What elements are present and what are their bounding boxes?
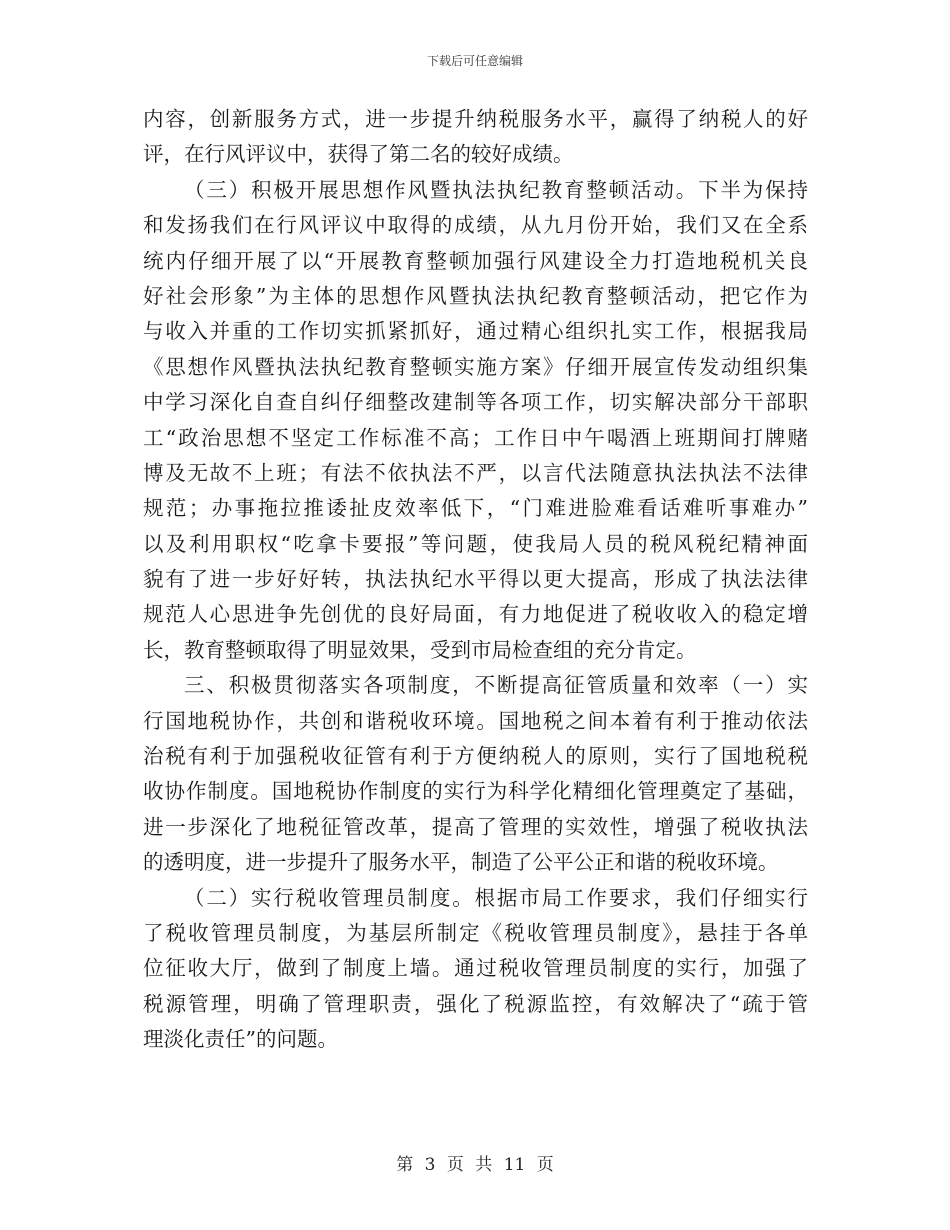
text-line: 工“政治思想不坚定工作标准不高；工作日中午喝酒上班期间打牌赌	[143, 425, 808, 450]
text-line: 评，在行风评议中，获得了第二名的较好成绩。	[143, 142, 574, 167]
paragraph-start-line: （三）积极开展思想作风暨执法执纪教育整顿活动。下半为保持	[184, 177, 808, 202]
text-line: 貌有了进一步好好转，执法执纪水平得以更大提高，形成了执法法律	[143, 567, 808, 592]
text-line: 博及无故不上班；有法不依执法不严，以言代法随意执法执法不法律	[143, 460, 808, 485]
text-line: 长，教育整顿取得了明显效果，受到市局检查组的充分肯定。	[143, 637, 697, 662]
text-line: 收协作制度。国地税协作制度的实行为科学化精细化管理奠定了基础，	[143, 779, 808, 804]
text-line: 行国地税协作，共创和谐税收环境。国地税之间本着有利于推动依法	[143, 708, 808, 733]
text-line: 中学习深化自查自纠仔细整改建制等各项工作，切实解决部分干部职	[143, 390, 808, 415]
text-line: 规范；办事拖拉推诿扯皮效率低下，“门难进脸难看话难听事难办”	[143, 496, 808, 521]
text-line: 以及利用职权“吃拿卡要报”等问题，使我局人员的税风税纪精神面	[143, 531, 808, 556]
page-number-footer: 第 3 页 共 11 页	[396, 1155, 554, 1175]
page-header-note: 下载后可任意编辑	[426, 54, 523, 68]
paragraph-start-line: 三、积极贯彻落实各项制度，不断提高征管质量和效率（一）实	[184, 673, 808, 698]
text-line: 规范人心思进争先创优的良好局面，有力地促进了税收收入的稳定增	[143, 602, 808, 627]
text-line: 《思想作风暨执法执纪教育整顿实施方案》仔细开展宣传发动组织集	[143, 354, 808, 379]
text-line: 进一步深化了地税征管改革，提高了管理的实效性，增强了税收执法	[143, 814, 808, 839]
text-line: 治税有利于加强税收征管有利于方便纳税人的原则，实行了国地税税	[143, 744, 808, 769]
text-line: 了税收管理员制度，为基层所制定《税收管理员制度》，悬挂于各单	[143, 920, 808, 945]
text-line: 统内仔细开展了以“开展教育整顿加强行风建设全力打造地税机关良	[143, 248, 808, 273]
text-line: 税源管理，明确了管理职责，强化了税源监控，有效解决了“疏于管	[143, 991, 808, 1016]
paragraph-start-line: （二）实行税收管理员制度。根据市局工作要求，我们仔细实行	[184, 885, 808, 910]
text-line: 与收入并重的工作切实抓紧抓好，通过精心组织扎实工作，根据我局	[143, 319, 808, 344]
text-line: 的透明度，进一步提升了服务水平，制造了公平公正和谐的税收环境。	[143, 850, 779, 875]
text-line: 理淡化责任”的问题。	[143, 1027, 338, 1052]
text-line: 内容，创新服务方式，进一步提升纳税服务水平，赢得了纳税人的好	[143, 107, 808, 131]
document-body	[143, 102, 808, 1058]
text-line: 和发扬我们在行风评议中取得的成绩，从九月份开始，我们又在全系	[143, 213, 808, 238]
text-line: 位征收大厅，做到了制度上墙。通过税收管理员制度的实行，加强了	[143, 956, 808, 981]
text-line: 好社会形象”为主体的思想作风暨执法执纪教育整顿活动，把它作为	[143, 283, 808, 308]
